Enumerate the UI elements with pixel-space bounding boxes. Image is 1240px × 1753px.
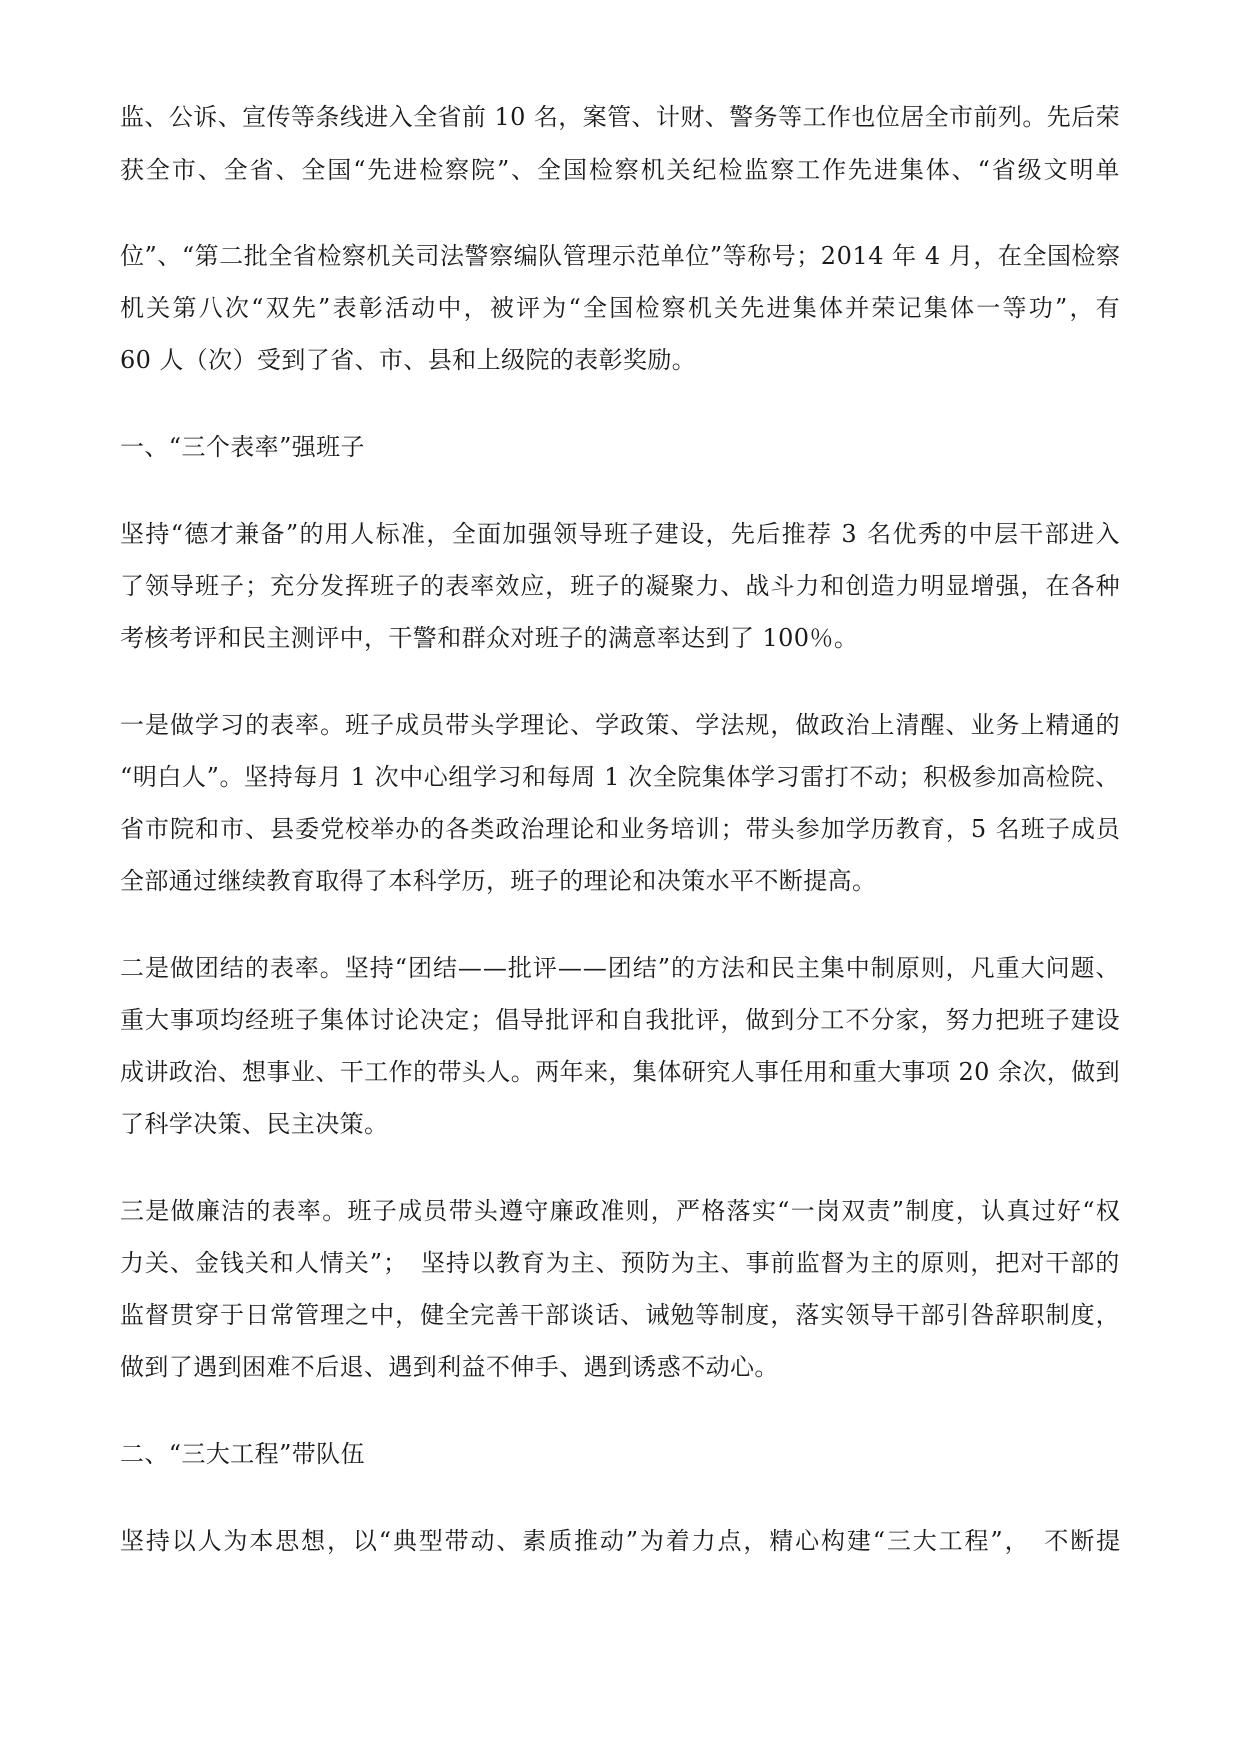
text-line: 位”、“第二批全省检察机关司法警察编队管理示范单位”等称号；2014 年 4 月，在全国检察 [120,242,1121,270]
text-line: 获全市、全省、全国“先进检察院”、全国检察机关纪检监察工作先进集体、“省级文明单 [120,156,1122,184]
text-line: 力关、金钱关和人情关”； 坚持以教育为主、预防为主、事前监督为主的原则，把对干部的 [120,1249,1121,1277]
text-line: 省市院和市、县委党校举办的各类政治理论和业务培训；带头参加学历教育，5 名班子成员 [120,815,1121,843]
section-heading: 一、“三个表率”强班子 [120,433,365,461]
text-line: 坚持“德才兼备”的用人标准，全面加强领导班子建设，先后推荐 3 名优秀的中层干部进入 [120,520,1121,548]
text-line: 成讲政治、想事业、干工作的带头人。两年来，集体研究人事任用和重大事项 20 余次，做到 [120,1058,1121,1086]
text-line: 了领导班子；充分发挥班子的表率效应，班子的凝聚力、战斗力和创造力明显增强，在各种 [120,572,1121,600]
text-line: 二是做团结的表率。坚持“团结——批评——团结”的方法和民主集中制原则，凡重大问题、 [120,954,1121,982]
text-line: 机关第八次“双先”表彰活动中，被评为“全国检察机关先进集体并荣记集体一等功”，有 [120,294,1122,322]
text-line: 三是做廉洁的表率。班子成员带头遵守廉政准则，严格落实“一岗双责”制度，认真过好“权 [120,1197,1122,1225]
text-line: 60 人（次）受到了省、市、县和上级院的表彰奖励。 [120,346,697,374]
text-line: 了科学决策、民主决策。 [120,1110,389,1138]
text-line: 坚持以人为本思想，以“典型带动、素质推动”为着力点，精心构建“三大工程”， 不断提 [120,1527,1122,1555]
text-line: 监、公诉、宣传等条线进入全省前 10 名，案管、计财、警务等工作也位居全市前列。先后荣 [120,103,1121,131]
text-line: 一是做学习的表率。班子成员带头学理论、学政策、学法规，做政治上清醒、业务上精通的 [120,711,1121,739]
section-heading: 二、“三大工程”带队伍 [120,1440,365,1468]
text-line: 监督贯穿于日常管理之中，健全完善干部谈话、诫勉等制度，落实领导干部引咎辞职制度， [120,1301,1121,1329]
text-line: 做到了遇到困难不后退、遇到利益不伸手、遇到诱惑不动心。 [120,1353,779,1381]
text-line: 考核考评和民主测评中，干警和群众对班子的满意率达到了 100％。 [120,624,859,652]
text-line: 重大事项均经班子集体讨论决定；倡导批评和自我批评，做到分工不分家，努力把班子建设 [120,1006,1121,1034]
text-line: 全部通过继续教育取得了本科学历，班子的理论和决策水平不断提高。 [120,867,877,895]
text-line: “明白人”。坚持每月 1 次中心组学习和每周 1 次全院集体学习雷打不动；积极参加高检院、 [120,763,1120,791]
